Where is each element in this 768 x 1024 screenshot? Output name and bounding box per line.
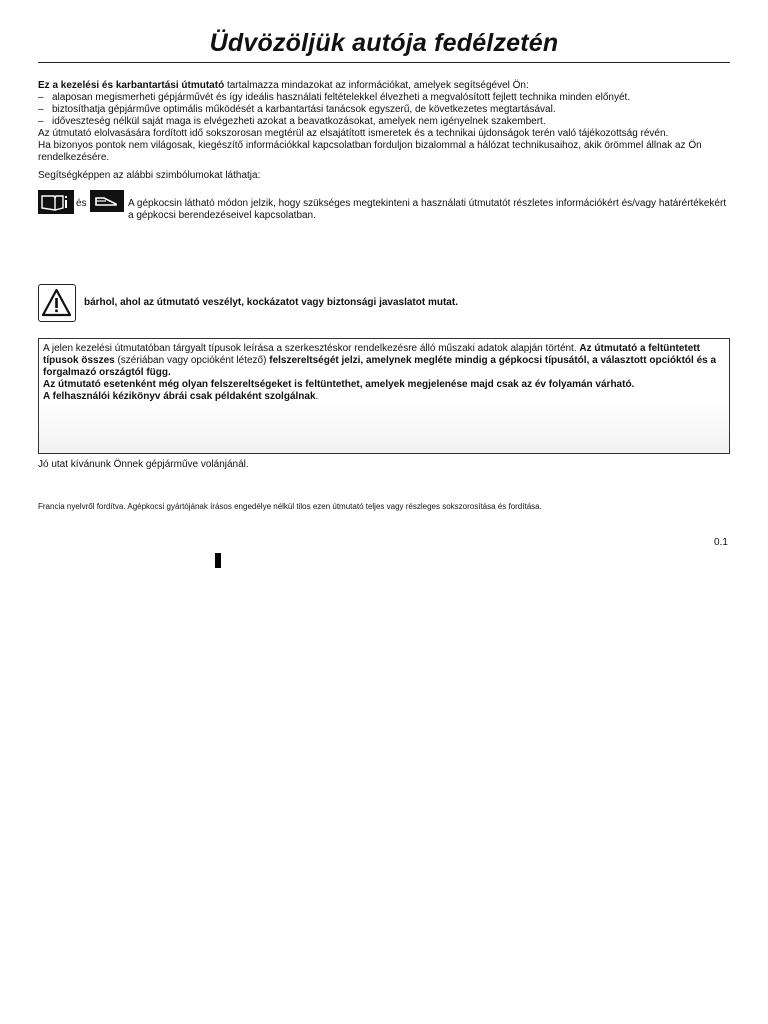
title-divider (38, 62, 730, 63)
page-number: 0.1 (714, 537, 728, 548)
warning-row (38, 284, 730, 326)
disclaimer-paragraph (43, 391, 725, 403)
intro-bullet-text: időveszteség nélkül saját maga is elvégezheti azokat a beavatkozásokat, amelyek nem igényelnek szakembert. (52, 116, 546, 127)
dashboard-panel-icon (90, 190, 124, 212)
intro-bullet-text: biztosíthatja gépjárműve optimális működését a karbantartási tanácsok egyszerű, de következetes megtartásával. (52, 104, 556, 115)
intro-paragraph: Ha bizonyos pontok nem világosak, kiegészítő információkkal kapcsolatban forduljon bizalommal a hálózat technikusaihoz, akik örömmel állnak az Ön rendelkezésére. (38, 140, 702, 163)
disclaimer-bold: felszereltségét jelzi, amelynek megléte mindig a gépkocsi típusától, a választott opcióktól és a forgalmazó országtól függ. (43, 355, 717, 378)
disclaimer-paragraph (43, 343, 725, 379)
intro-section (38, 80, 730, 164)
page-title: Üdvözöljük autója fedélzetén (209, 29, 559, 57)
closing-wish: Jó utat kívánunk Önnek gépjárműve volánjánál. (38, 459, 249, 470)
disclaimer-bold: A felhasználói kézikönyv ábrái csak példaként szolgálnak (43, 391, 316, 402)
symbol-icons-row (38, 190, 730, 226)
disclaimer-normal: . (315, 391, 319, 402)
owner-manual-book-icon (38, 190, 74, 214)
intro-bullet: – időveszteség nélkül saját maga is elvégezheti azokat a beavatkozásokat, amelyek nem igényelnek szakembert. (38, 116, 546, 127)
intro-bullet: – biztosíthatja gépjárműve optimális működését a karbantartási tanácsok egyszerű, de következetes megtartásával. (38, 104, 556, 115)
disclaimer-paragraph (43, 379, 725, 391)
warning-triangle-icon (38, 284, 76, 322)
intro-lead (38, 80, 730, 92)
intro-bold-lead: Ez a kezelési és karbantartási útmutató (38, 80, 225, 91)
intro-paragraph: Az útmutató elolvasására fordított idő sokszorosan megtérül az elsajátított ismeretek és a technikai újdonságok terén való tájékozottság révén. (38, 128, 669, 139)
disclaimer-normal: A jelen kezelési útmutatóban tárgyalt típusok leírása a szerkesztéskor rendelkezésre álló műszaki adatok alapján történt. (43, 343, 580, 354)
disclaimer-bold: Az útmutató a feltüntetett típusok összes (43, 343, 700, 366)
warning-text: bárhol, ahol az útmutató veszélyt, kockázatot vagy biztonsági javaslatot mutat. (84, 297, 458, 308)
disclaimer-normal: (szériában vagy opcióként létező) (114, 355, 270, 366)
legal-notice: Francia nyelvről fordítva. Agépkocsi gyártójának írásos engedélye nélkül tilos ezen útmutató teljes vagy részleges sokszorosítása és fordítása. (38, 502, 542, 511)
symbols-intro: Segítségképpen az alábbi szimbólumokat láthatja: (38, 170, 261, 181)
disclaimer-box (38, 338, 730, 454)
and-word: és (76, 198, 87, 209)
symbol-description: A gépkocsin látható módon jelzik, hogy szükséges megtekinteni a használati útmutatót részletes információkért és/vagy határértékekért a gépkocsi berendezéseivel kapcsolatban. (128, 198, 727, 221)
intro-bullet: – alaposan megismerheti gépjárművét és így ideális használati feltételekkel élvezheti a megvalósított fejlett technika minden előnyét. (38, 92, 631, 103)
disclaimer-bold: Az útmutató esetenként még olyan felszereltségeket is feltüntethet, amelyek megjelenése majd csak az év folyamán várható. (43, 379, 635, 390)
black-marker (215, 553, 221, 568)
intro-lead-rest: tartalmazza mindazokat az információkat, amelyek segítségével Ön: (224, 80, 529, 91)
intro-bullet-text: alaposan megismerheti gépjárművét és így ideális használati feltételekkel élvezheti a megvalósított fejlett technika minden előnyét. (52, 92, 631, 103)
